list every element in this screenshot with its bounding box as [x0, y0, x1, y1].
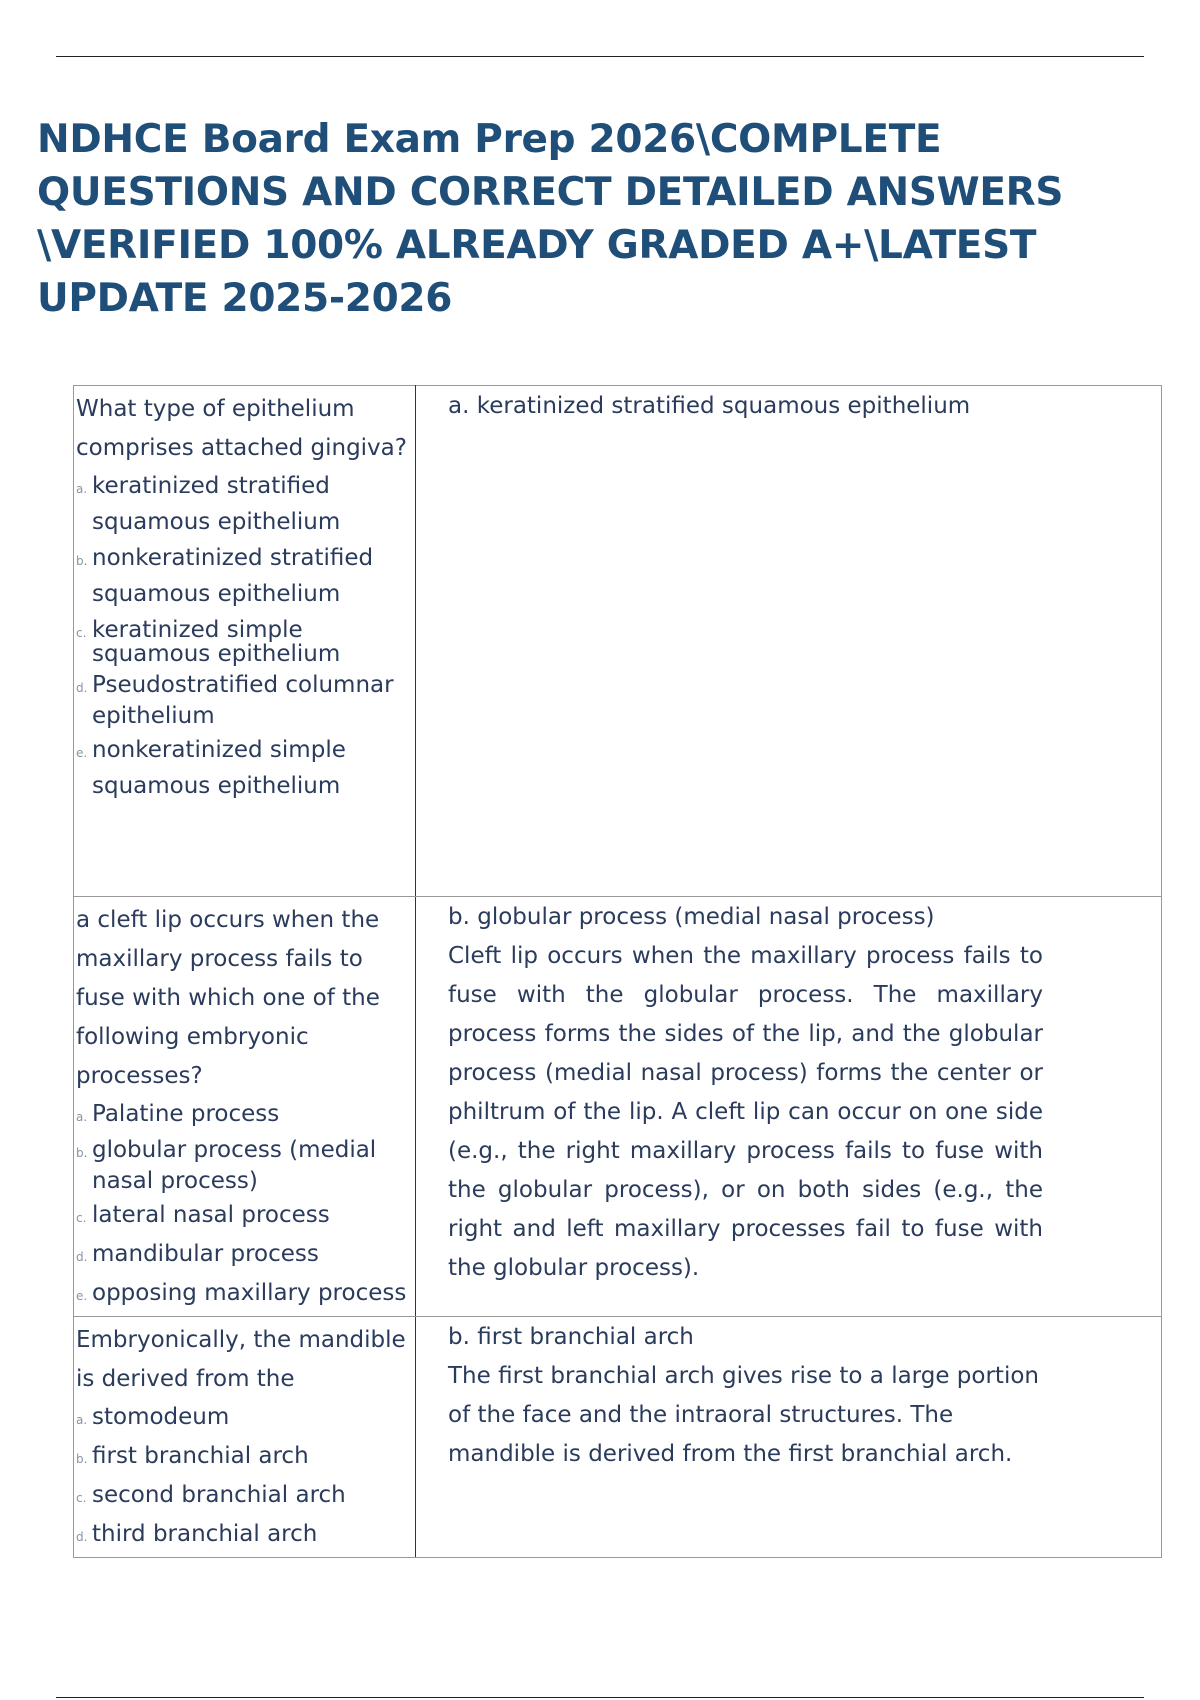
option-text: opposing maxillary process: [92, 1280, 407, 1306]
option-letter: d.: [76, 681, 88, 695]
option-text: second branchial arch: [92, 1482, 346, 1508]
option-text: keratinized simple squamous epithelium: [92, 617, 341, 667]
answer-text: b. first branchial arch: [448, 1324, 694, 1350]
option-text: keratinized stratified squamous epithelium: [92, 473, 341, 535]
option-letter: c.: [76, 1491, 87, 1505]
option-letter: d.: [76, 1530, 88, 1544]
table-row: [74, 897, 1162, 1317]
option-text: nonkeratinized simple squamous epithelium: [92, 737, 346, 799]
answer-explanation: The first branchial arch gives rise to a large portion of the face and the intraoral structures. The mandible is derived from the first branchial arch.: [448, 1363, 1039, 1467]
option-e: [76, 1275, 411, 1314]
option-c: [76, 618, 411, 666]
footer-rule: [56, 1697, 1144, 1698]
option-letter: a.: [76, 482, 88, 496]
option-text: globular process (medial nasal process): [92, 1137, 377, 1194]
option-c: [76, 1197, 411, 1236]
option-d: [76, 1236, 411, 1275]
option-text: Pseudostratified columnar epithelium: [92, 672, 394, 729]
option-letter: b.: [76, 1452, 88, 1466]
answer-explanation: Cleft lip occurs when the maxillary process fails to fuse with the globular process. The maxillary process forms the sides of the lip, and the globular process (medial nasal process) forms the center or philtrum of the lip. A cleft lip can occur on one side (e.g., the right maxillary process fails to fuse with the globular process), or on both sides (e.g., the right and left maxillary processes fail to fuse with the globular process).: [448, 943, 1043, 1281]
option-a: [76, 468, 411, 540]
option-text: third branchial arch: [92, 1521, 318, 1547]
option-b: [76, 1135, 411, 1197]
question-text: a cleft lip occurs when the maxillary process fails to fuse with which one of the following embryonic processes?: [76, 907, 380, 1089]
option-letter: a.: [76, 1110, 88, 1124]
question-cell: [74, 1317, 416, 1558]
question-answer-table: [73, 385, 1162, 1558]
option-text: first branchial arch: [92, 1443, 309, 1469]
table-row: [74, 386, 1162, 897]
option-e: [76, 732, 411, 804]
answer-cell: [416, 1317, 1162, 1558]
question-text: What type of epithelium comprises attached gingiva?: [76, 396, 407, 461]
answer-text: b. globular process (medial nasal process): [448, 904, 935, 930]
document-title: NDHCE Board Exam Prep 2026\COMPLETE QUESTIONS AND CORRECT DETAILED ANSWERS \VERIFIED 100% ALREADY GRADED A+\LATEST UPDATE 2025-2026: [37, 117, 1064, 321]
header-rule: [56, 56, 1144, 57]
question-cell: [74, 897, 416, 1317]
option-letter: d.: [76, 1250, 88, 1264]
option-letter: e.: [76, 746, 88, 760]
option-b: [76, 1438, 411, 1477]
option-d: [76, 670, 411, 732]
question-cell: [74, 386, 416, 897]
option-letter: e.: [76, 1289, 88, 1303]
option-b: [76, 540, 411, 612]
option-letter: b.: [76, 1146, 88, 1160]
option-letter: c.: [76, 1211, 87, 1225]
option-letter: a.: [76, 1413, 88, 1427]
answer-cell: [416, 386, 1162, 897]
answer-cell: [416, 897, 1162, 1317]
option-text: Palatine process: [92, 1101, 280, 1127]
option-text: stomodeum: [92, 1404, 230, 1430]
option-text: lateral nasal process: [92, 1202, 330, 1228]
option-a: [76, 1096, 411, 1135]
table-row: [74, 1317, 1162, 1558]
option-text: nonkeratinized stratified squamous epithelium: [92, 545, 374, 607]
question-text: Embryonically, the mandible is derived from the: [76, 1327, 406, 1392]
answer-text: a. keratinized stratified squamous epithelium: [448, 393, 971, 419]
option-text: mandibular process: [92, 1241, 319, 1267]
option-c: [76, 1477, 411, 1516]
option-a: [76, 1399, 411, 1438]
option-letter: b.: [76, 554, 88, 568]
option-letter: c.: [76, 626, 87, 640]
option-d: [76, 1516, 411, 1555]
